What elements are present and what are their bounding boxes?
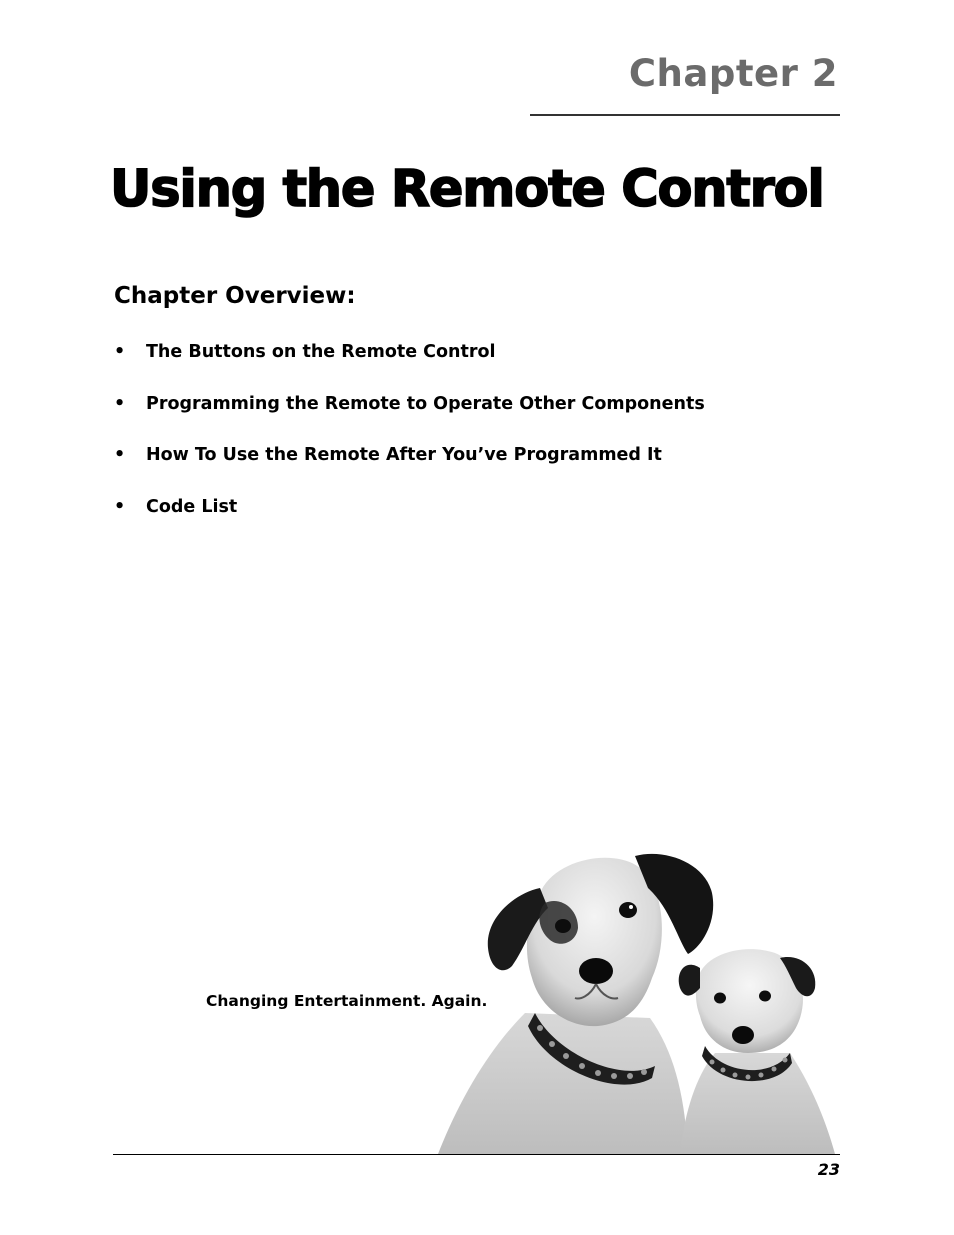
list-item-text: The Buttons on the Remote Control bbox=[146, 342, 496, 362]
chapter-rule bbox=[530, 114, 840, 116]
footer-rule bbox=[113, 1154, 840, 1155]
bullet: • bbox=[114, 496, 126, 517]
list-item-text: Programming the Remote to Operate Other Components bbox=[146, 393, 705, 414]
list-item-text: How To Use the Remote After You’ve Programmed It bbox=[146, 445, 662, 465]
list-item-text: Code List bbox=[146, 496, 238, 517]
overview-heading: Chapter Overview: bbox=[114, 283, 356, 309]
page-title: Using the Remote Control bbox=[110, 160, 824, 219]
bullet: • bbox=[114, 342, 126, 362]
chapter-label: Chapter 2 bbox=[628, 52, 838, 95]
bullet: • bbox=[114, 393, 126, 414]
tagline: Changing Entertainment. Again. bbox=[206, 992, 488, 1010]
bullet: • bbox=[114, 445, 126, 465]
dogs-illustration bbox=[430, 848, 840, 1154]
page-number: 23 bbox=[817, 1160, 840, 1179]
